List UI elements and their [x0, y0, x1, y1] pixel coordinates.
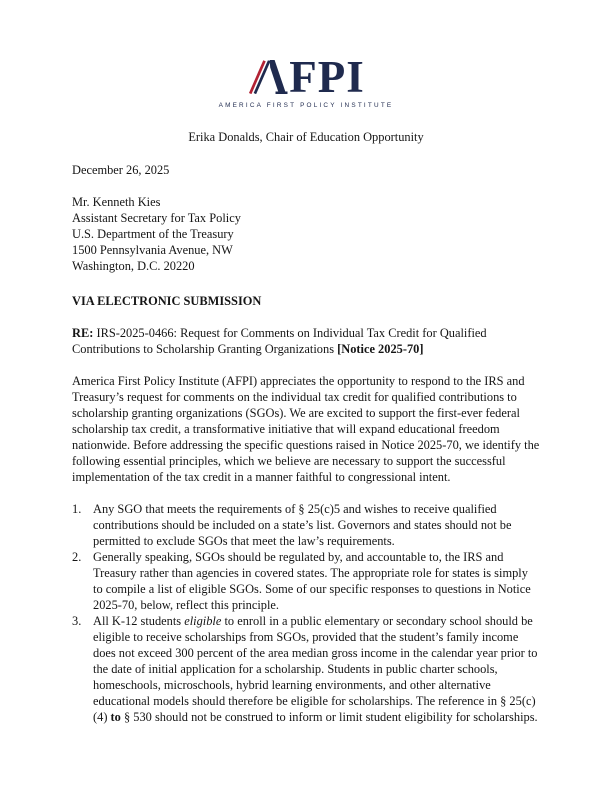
- list-item-1: [72, 501, 540, 549]
- afpi-logo-wordmark: [72, 52, 540, 102]
- intro-paragraph: America First Policy Institute (AFPI) appreciates the opportunity to respond to the IRS and Treasury’s request for comments on the individual tax credit for qualified contributions to scholarship granting organizations (SGOs). We are excited to support the first-ever federal scholarship tax credit, a transformative initiative that will expand educational freedom nationwide. Before addressing the specific questions raised in Notice 2025-70, we identify the following essential principles, which we believe are necessary to support the successful implementation of the tax credit in a manner faithful to congressional intent.: [72, 374, 540, 484]
- afpi-logo: [72, 52, 540, 114]
- recipient-title: Assistant Secretary for Tax Policy: [72, 211, 241, 225]
- re-line: [72, 325, 540, 357]
- re-label: RE:: [72, 326, 94, 340]
- re-notice: [Notice 2025-70]: [337, 342, 424, 356]
- list-item-text: [93, 613, 540, 725]
- recipient-name: Mr. Kenneth Kies: [72, 195, 161, 209]
- afpi-logo-text: FPI: [289, 52, 365, 102]
- recipient-org: U.S. Department of the Treasury: [72, 227, 234, 241]
- recipient-address-block: [72, 194, 540, 274]
- list-item-text: Generally speaking, SGOs should be regulated by, and accountable to, the IRS and Treasury rather than agencies in covered states. The appropriate role for states is simply to compile a list of eligible SGOs. Some of our specific responses to questions in Notice 2025-70, below, reflect this principle.: [93, 550, 531, 612]
- list-item-text-italic: eligible: [184, 614, 222, 628]
- list-item-3: [72, 613, 540, 725]
- afpi-logo-a-icon: [247, 60, 288, 94]
- list-item-number: 3.: [72, 614, 82, 628]
- list-item-number: 2.: [72, 550, 82, 564]
- principles-list: [72, 501, 540, 725]
- date-line: December 26, 2025: [72, 163, 170, 177]
- recipient-city: Washington, D.C. 20220: [72, 259, 195, 273]
- list-item-text-segment: to enroll in a public elementary or secondary school should be eligible to receive scholarships from SGOs, provided that the student’s family income does not exceed 300 percent of the area median gross income in the calendar year prior to the date of initial application for a scholarship. Students in public charter schools, homeschools, microschools, hybrid learning environments, and other alternative educational models should therefore be eligible for scholarships. The reference in § 25(c)(4): [93, 614, 538, 724]
- list-item-number: 1.: [72, 502, 82, 516]
- list-item-2: [72, 549, 540, 613]
- via-line: VIA ELECTRONIC SUBMISSION: [72, 294, 262, 308]
- letter-body: [72, 162, 540, 725]
- list-item-text-segment: § 530 should not be construed to inform or limit student eligibility for scholarships.: [120, 710, 538, 724]
- byline: Erika Donalds, Chair of Education Opportunity: [188, 130, 424, 144]
- recipient-street: 1500 Pennsylvania Avenue, NW: [72, 243, 233, 257]
- re-body: IRS-2025-0466: Request for Comments on Individual Tax Credit for Qualified Contributions to Scholarship Granting Organizations: [72, 326, 487, 356]
- list-item-text: Any SGO that meets the requirements of § 25(c)5 and wishes to receive qualified contributions should be included on a state’s list. Governors and states should not be permitted to exclude SGOs that meet the law’s requirements.: [93, 502, 512, 548]
- afpi-logo-tagline: AMERICA FIRST POLICY INSTITUTE: [218, 102, 394, 109]
- list-item-text-bold: to: [110, 710, 121, 724]
- list-item-text-segment: All K-12 students: [93, 614, 185, 628]
